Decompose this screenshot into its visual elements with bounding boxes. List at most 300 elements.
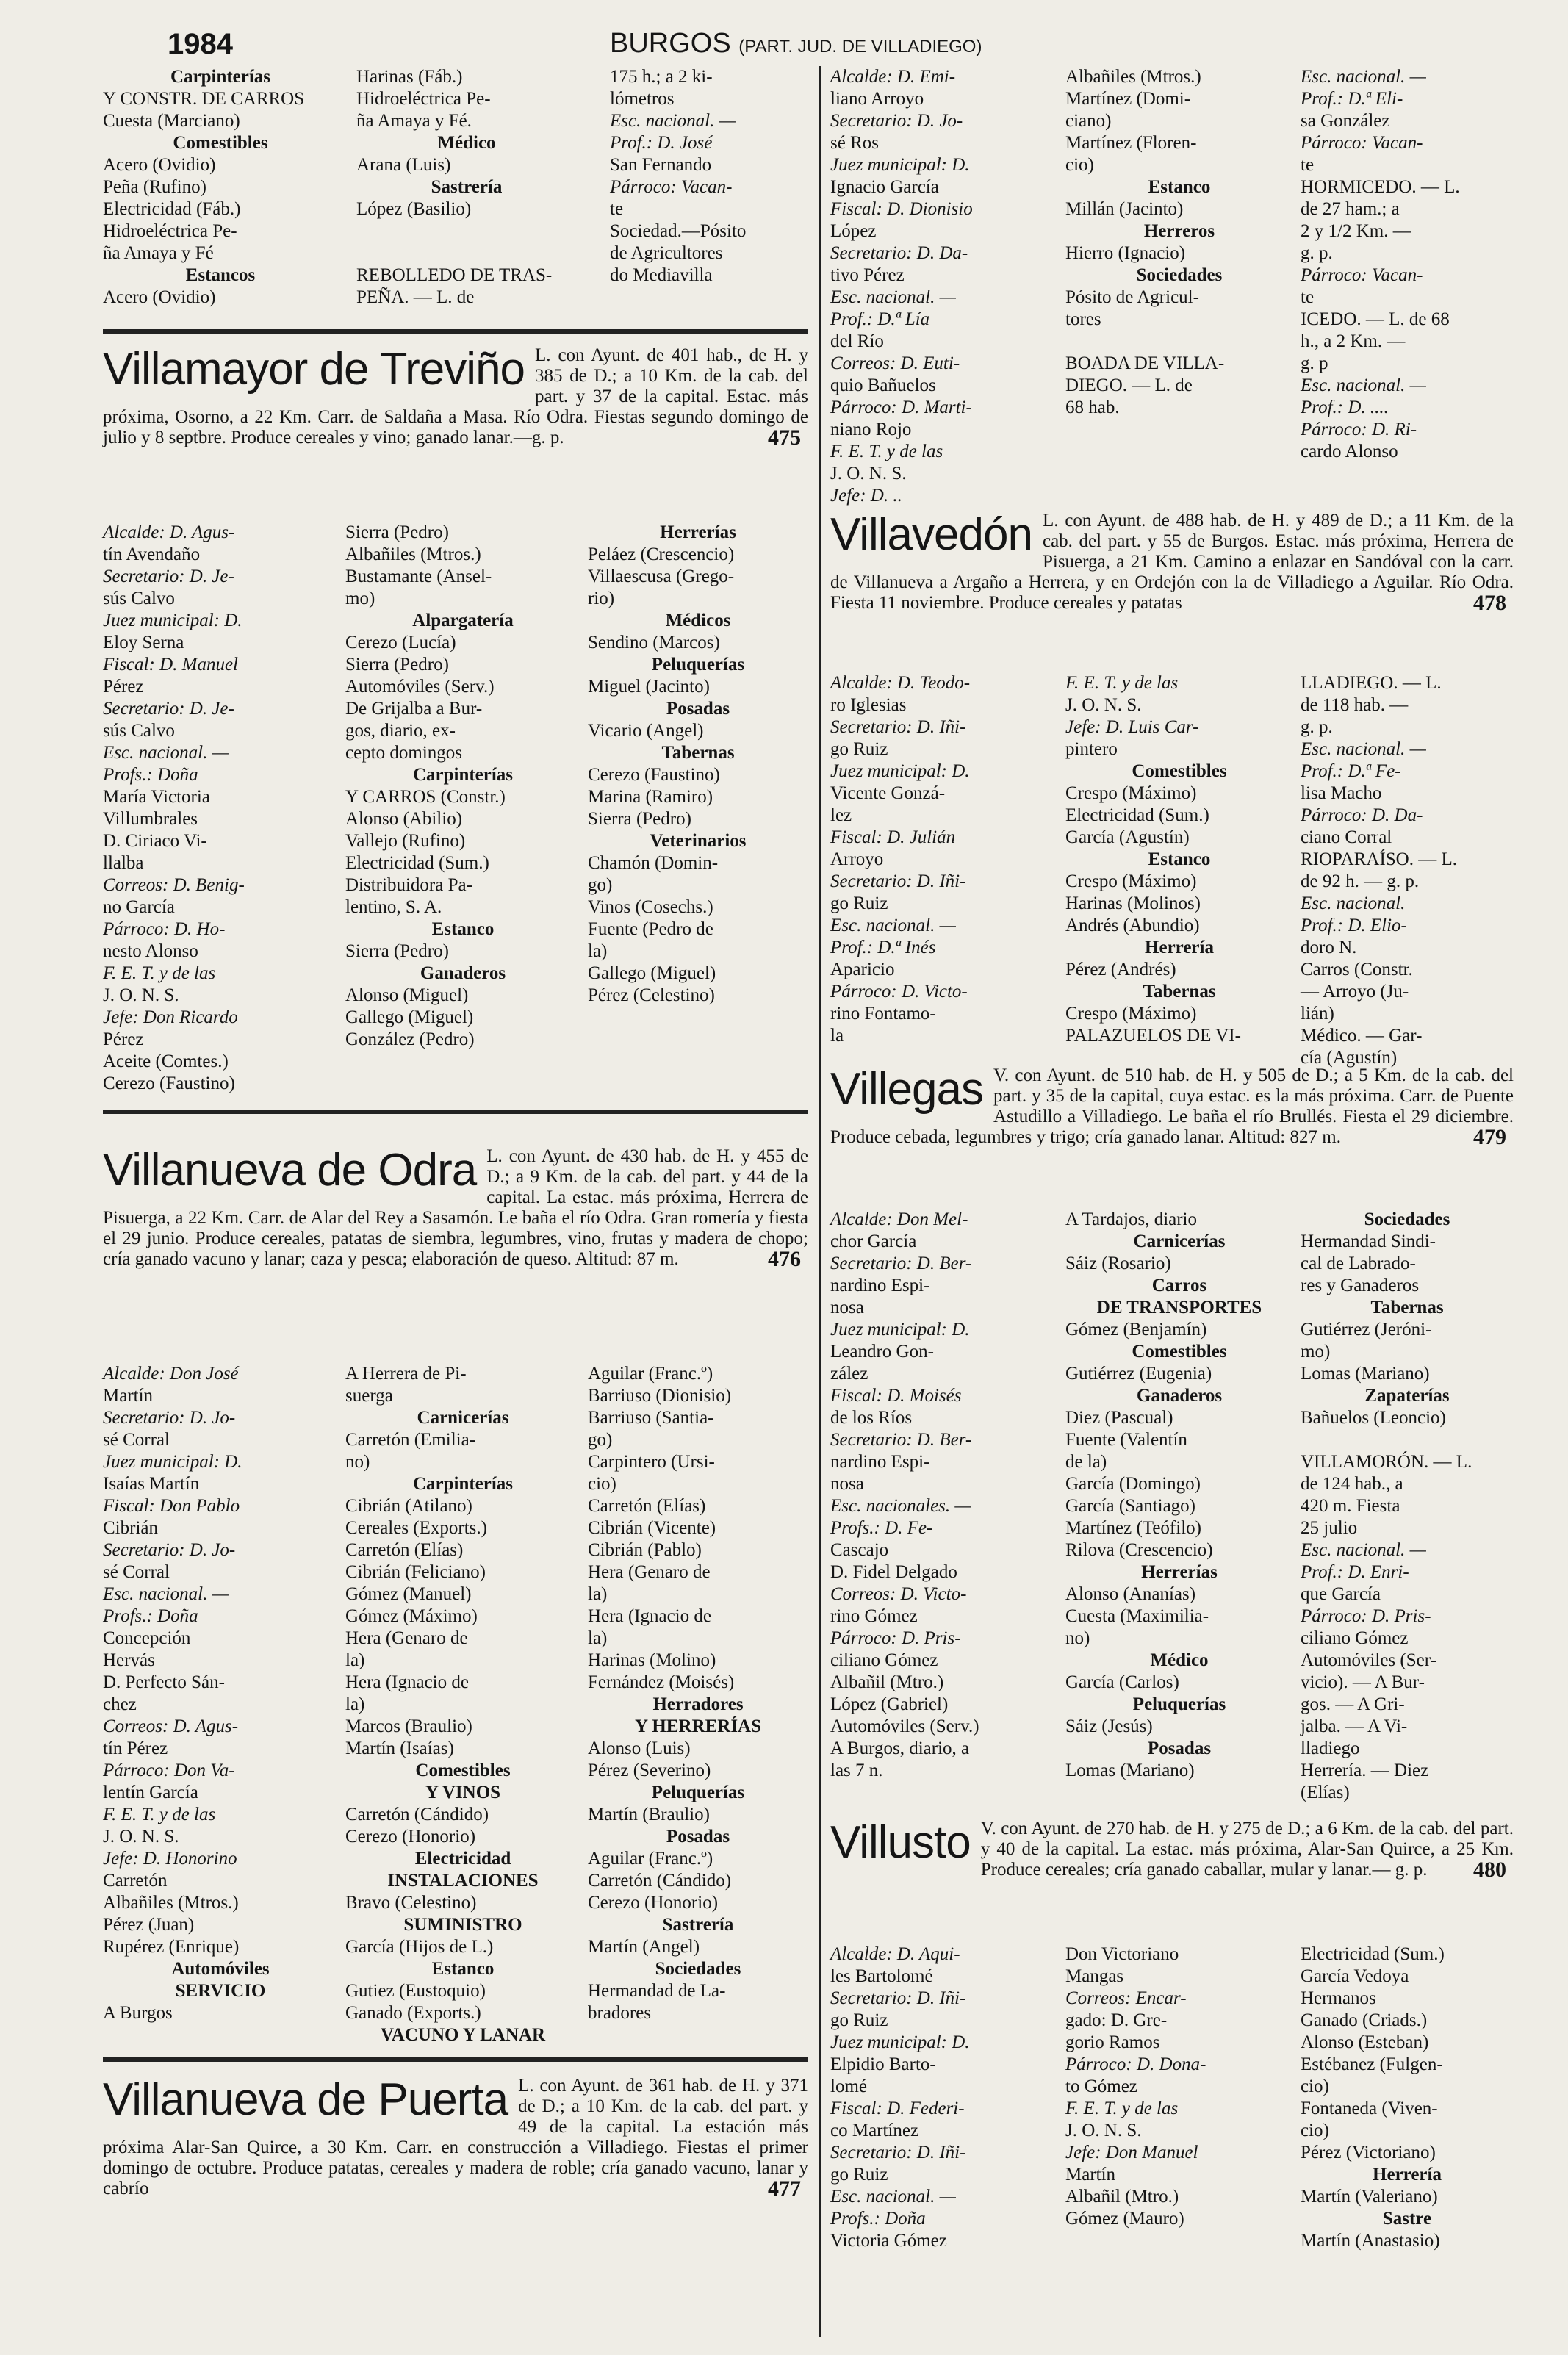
villavedon-listing [830,672,1514,1068]
listing-line: Esc. nacional. — [1301,375,1426,395]
listing-line: Martínez (Floren- [1065,133,1197,153]
listing-column [345,522,580,1051]
listing-line: Secretario: D. Je- [103,699,234,719]
listing-line: Estanco [1148,849,1211,869]
listing-line: Párroco: Vacan- [1301,133,1423,153]
listing-line: Secretario: D. Iñi- [830,871,966,891]
listing-line: López (Basilio) [356,199,472,219]
listing-line: llalba [103,853,144,873]
listing-line: 2 y 1/2 Km. — [1301,221,1411,241]
listing-line: HORMICEDO. — L. [1301,177,1460,197]
listing-line: Prof.: D. .... [1301,398,1389,417]
listing-line: Esc. nacional. — [830,916,956,935]
listing-line: g. p [1301,353,1328,373]
listing-line: Médico [437,133,496,153]
listing-line: Ganaderos [1136,1386,1223,1406]
entry-villanueva-de-odra [103,1146,808,1359]
listing-line: Mangas [1065,1966,1124,1986]
listing-line: Victoria Gómez [830,2231,947,2251]
listing-line: F. E. T. y de las [1065,2099,1179,2118]
listing-line [1065,331,1293,353]
listing-line: suerga [345,1386,393,1406]
listing-line: Ganado (Criads.) [1301,2010,1428,2030]
listing-line: que García [1301,1584,1381,1604]
listing-line: Albañiles (Mtros.) [103,1893,239,1913]
listing-line: Sociedades [1136,265,1223,285]
entry-villusto [830,1819,1514,1940]
section-rule [103,329,808,334]
listing-line: Eloy Serna [103,633,184,652]
listing-line: López [830,221,877,241]
listing-line: Gutiérrez (Eugenia) [1065,1364,1212,1384]
listing-line: Secretario: D. Je- [103,567,234,586]
listing-line: Prof.: D. Elio- [1301,916,1407,935]
listing-line: González (Pedro) [345,1029,475,1049]
listing-line: Ignacio García [830,177,939,197]
listing-line: A Herrera de Pi- [345,1364,467,1384]
listing-column [1065,672,1293,1047]
listing-line: Médicos [665,611,731,630]
listing-line: Pérez (Victoriano) [1301,2143,1436,2162]
listing-line: Párroco: D. Ho- [103,919,226,939]
listing-line [356,220,577,242]
listing-line: Rilova (Crescencio) [1065,1540,1213,1560]
listing-line: Marcos (Braulio) [345,1716,472,1736]
listing-line: do Mediavilla [610,265,713,285]
listing-line: DIEGO. — L. de [1065,375,1193,395]
listing-line: Herrería. — Diez [1301,1761,1429,1780]
listing-line: Cereales (Exports.) [345,1518,487,1538]
listing-line: Arana (Luis) [356,155,451,175]
listing-line: Martín [1065,2165,1116,2185]
entry-villanueva-de-puerta [103,2076,808,2259]
listing-line: cardo Alonso [1301,442,1398,461]
listing-line: Carretón (Elías) [588,1496,706,1516]
listing-line: Párroco: D. Ri- [1301,420,1417,439]
listing-line: nardino Espi- [830,1452,930,1472]
listing-line: Hermandad Sindi- [1301,1232,1436,1251]
listing-line: Comestibles [173,133,268,153]
listing-line: chez [103,1694,137,1714]
listing-line: A Burgos [103,2003,173,2023]
listing-line: López (Gabriel) [830,1694,949,1714]
listing-column [830,1944,1058,2252]
listing-line: nosa [830,1298,864,1317]
listing-line: gorio Ramos [1065,2032,1160,2052]
listing-line: lómetros [610,89,675,109]
listing-line: Herrerías [1141,1562,1218,1582]
listing-line: Cerezo (Honorio) [588,1893,719,1913]
listing-column [830,66,1058,507]
listing-line: Carnicerías [417,1408,509,1428]
listing-line: zález [830,1364,868,1384]
listing-line: Peluquerías [1132,1694,1226,1714]
listing-line: F. E. T. y de las [103,963,216,983]
listing-line: Harinas (Fáb.) [356,67,463,87]
listing-line: sé Corral [103,1430,170,1450]
entry-title: Villegas [830,1064,984,1115]
listing-line: SERVICIO [175,1981,266,2001]
listing-line: Harinas (Molinos) [1065,894,1201,913]
listing-line: nardino Espi- [830,1276,930,1295]
listing-line: Carretón (Cándido) [588,1871,732,1891]
listing-line: les Bartolomé [830,1966,933,1986]
villusto-listing [830,1944,1514,2267]
center-column-rule [819,66,821,2337]
listing-line: Electricidad [414,1849,511,1869]
listing-line: Estanco [431,919,495,939]
listing-line: Jefe: D. Luis Car- [1065,717,1199,737]
listing-column [588,1363,808,2024]
listing-line: Estanco [1148,177,1211,197]
listing-line: Pérez (Severino) [588,1761,711,1780]
listing-line: go Ruiz [830,739,888,759]
listing-line: Marina (Ramiro) [588,787,713,807]
listing-line: res y Ganaderos [1301,1276,1420,1295]
listing-line: Carpinterías [170,67,271,87]
listing-line: Martín (Anastasio) [1301,2231,1440,2251]
listing-line: bradores [588,2003,652,2023]
entry-number: 479 [1473,1125,1506,1149]
listing-line: Herrerías [660,522,736,542]
listing-line: Pérez (Juan) [103,1915,195,1935]
listing-line: Juez municipal: D. [830,2032,970,2052]
listing-line: Esc. nacional. — [1301,1540,1426,1560]
listing-line: Albañil (Mtro.) [1065,2187,1179,2207]
listing-line: Sendino (Marcos) [588,633,720,652]
listing-line: Cascajo [830,1540,889,1560]
listing-line: lez [830,805,852,825]
listing-line: Sociedades [1364,1209,1450,1229]
listing-line: Automóviles (Serv.) [345,677,495,697]
listing-line: Pérez [103,677,144,697]
listing-line: del Río [830,331,884,351]
listing-line: tores [1065,309,1101,329]
listing-line: nosa [830,1474,864,1494]
listing-line: Cerezo (Lucía) [345,633,456,652]
listing-line: Correos: D. Agus- [103,1716,239,1736]
listing-line: De Grijalba a Bur- [345,699,483,719]
listing-line: BOADA DE VILLA- [1065,353,1225,373]
listing-line: cio) [1065,155,1094,175]
listing-line: Vinos (Cosechs.) [588,897,713,917]
villanueva-odra-listing [103,1363,808,2046]
entry-description: L. con Ayunt. de 430 hab. de H. y 455 de D.; a 9 Km. de la cab. del part. y 44 de la capital. La estac. más próxima, Herrera de Pisuerga, a 22 Km. Carr. de Alar del Rey a Sasamón. Le baña el río Odra. Gran romería y fiesta el 29 junio. Produce cereales, patatas de siembra, legumbres, vino, frutas y madera de chopo; cría ganado vacuno y lanar; caza y pesca; elaboración de queso. Altitud: 87 m. [103,1146,808,1269]
listing-line: la) [588,941,608,961]
listing-line: Hermandad de La- [588,1981,726,2001]
listing-line: lentín García [103,1783,198,1802]
listing-line: Distribuidora Pa- [345,875,472,895]
listing-line: Esc. nacional. — [1301,739,1426,759]
listing-line: Gómez (Máximo) [345,1606,478,1626]
listing-line: Acero (Ovidio) [103,287,216,307]
listing-line: María Victoria [103,787,210,807]
listing-line: Peláez (Crescencio) [588,544,735,564]
listing-line: Fuente (Pedro de [588,919,713,939]
listing-line: go Ruiz [830,2165,888,2185]
listing-line: Miguel (Jacinto) [588,677,710,697]
listing-line: Fuente (Valentín [1065,1430,1187,1450]
listing-line: Bustamante (Ansel- [345,567,492,586]
listing-line: Cuesta (Marciano) [103,111,240,131]
listing-line: la [830,1026,844,1046]
listing-line: García (Santiago) [1065,1496,1196,1516]
listing-line: Gallego (Miguel) [345,1007,474,1027]
listing-line: Carpinterías [412,765,514,785]
listing-line: ciano) [1065,111,1112,131]
entry-villamayor-de-trevino [103,345,808,518]
listing-line: VILLAMORÓN. — L. [1301,1452,1472,1472]
listing-line: Barriuso (Santia- [588,1408,714,1428]
listing-line: Crespo (Máximo) [1065,1004,1197,1024]
listing-line: lladiego [1301,1739,1360,1758]
listing-line: Jefe: Don Ricardo [103,1007,238,1027]
listing-line: go Ruiz [830,2010,888,2030]
listing-line: Alonso (Luis) [588,1739,691,1758]
listing-line: Diez (Pascual) [1065,1408,1173,1428]
listing-line: Jefe: D. .. [830,486,902,506]
listing-line: Electricidad (Sum.) [1301,1944,1445,1964]
listing-line: liano Arroyo [830,89,924,109]
listing-line: Aguilar (Franc.º) [588,1849,713,1869]
entry-number: 478 [1473,591,1506,615]
entry-number: 476 [768,1247,801,1271]
listing-line: ciliano Gómez [830,1650,938,1670]
listing-column [830,1209,1058,1782]
listing-line [1301,1429,1514,1451]
listing-line: Carros [1151,1276,1207,1295]
listing-line: Chamón (Domin- [588,853,719,873]
listing-line: Vallejo (Rufino) [345,831,466,851]
listing-line: Electricidad (Sum.) [345,853,489,873]
listing-line: Barriuso (Dionisio) [588,1386,732,1406]
listing-line: Cibrián (Pablo) [588,1540,702,1560]
listing-line: Cerezo (Faustino) [103,1074,235,1093]
listing-line: Pérez (Celestino) [588,985,715,1005]
listing-line: Ganaderos [420,963,506,983]
listing-line: Secretario: D. Ber- [830,1254,972,1273]
listing-line: — Arroyo (Ju- [1301,982,1409,1002]
listing-line: Párroco: Vacan- [610,177,733,197]
listing-line: sús Calvo [103,721,175,741]
listing-line: Herrería [1373,2165,1442,2185]
listing-line: de 118 hab. — [1301,695,1409,715]
listing-line: Gómez (Manuel) [345,1584,472,1604]
listing-line: Veterinarios [650,831,747,851]
listing-line: Fiscal: D. Federi- [830,2099,965,2118]
listing-line: PEÑA. — L. de [356,287,475,307]
listing-line: jalba. — A Vi- [1301,1716,1408,1736]
listing-line: Prof.: D.ª Inés [830,938,936,957]
entry-number: 475 [768,425,801,450]
listing-line: de Agricultores [610,243,723,263]
listing-line: Secretario: D. Jo- [830,111,963,131]
listing-line: Esc. nacionales. — [830,1496,971,1516]
listing-line: Fontaneda (Viven- [1301,2099,1438,2118]
listing-line: F. E. T. y de las [103,1805,216,1824]
listing-line: la) [345,1694,365,1714]
listing-line: go Ruiz [830,894,888,913]
listing-line: Martín (Valeriano) [1301,2187,1438,2207]
entry-villavedon [830,511,1514,669]
listing-line: Correos: Encar- [1065,1988,1187,2008]
listing-line: Hierro (Ignacio) [1065,243,1186,263]
listing-line: no García [103,897,175,917]
listing-line: Millán (Jacinto) [1065,199,1184,219]
section-rule [103,1110,808,1114]
listing-line: Médico. — Gar- [1301,1026,1423,1046]
listing-line: las 7 n. [830,1761,883,1780]
listing-line: Carros (Constr. [1301,960,1413,979]
listing-column [1301,1944,1514,2252]
listing-line: Albañiles (Mtros.) [1065,67,1201,87]
listing-line: Acero (Ovidio) [103,155,216,175]
entry-title: Villusto [830,1817,971,1868]
listing-line: Profs.: Doña [103,1606,198,1626]
listing-line: Profs.: D. Fe- [830,1518,933,1538]
listing-line: Juez municipal: D. [103,611,242,630]
entry-description: L. con Ayunt. de 488 hab. de H. y 489 de D.; a 11 Km. de la cab. del part. y 55 de Burgos. Estac. más próxima, Herrera de Pisuerga, a 21 Km. Camino a enlazar en Sandóval con la carr. de Villanueva a Argaño a Herrera, y en Ordejón con la de Villadiego a Aguilar. Río Odra. Fiesta 11 noviembre. Produce cereales y patatas [830,511,1514,613]
listing-line: to Gómez [1065,2077,1137,2096]
entry-description: L. con Ayunt. de 361 hab. de H. y 371 de D.; a 10 Km. de la cab. del part. y 49 de la capital. La estación más próxima Alar-San Quirce, a 30 Km. Carr. en construcción a Villadiego. Fiestas el primer domingo de octubre. Produce patatas, cereales y madera de roble; cría ganado vacuno, lanar y cabrío [103,2076,808,2198]
listing-line: Comestibles [415,1761,511,1780]
listing-line: mo) [1301,1342,1331,1362]
listing-column [1065,1209,1293,1782]
listing-line: Y CARROS (Constr.) [345,787,506,807]
listing-line: Párroco: Don Va- [103,1761,235,1780]
listing-line: Arroyo [830,849,884,869]
listing-line: Párroco: D. Marti- [830,398,972,417]
listing-line: Electricidad (Fáb.) [103,199,241,219]
listing-line: Martínez (Domi- [1065,89,1191,109]
villamayor-listing [103,522,808,1093]
listing-line: Sáiz (Rosario) [1065,1254,1171,1273]
listing-line: Hidroeléctrica Pe- [356,89,491,109]
listing-line: Prof.: D. Enri- [1301,1562,1409,1582]
listing-line: Lomas (Mariano) [1301,1364,1430,1384]
listing-line: Electricidad (Sum.) [1065,805,1209,825]
listing-line: García Vedoya [1301,1966,1409,1986]
listing-line: go) [588,875,613,895]
listing-line: 175 h.; a 2 ki- [610,67,713,87]
entry-title: Villanueva de Puerta [103,2074,508,2125]
listing-line: ña Amaya y Fé [103,243,214,263]
listing-line: F. E. T. y de las [1065,673,1179,693]
entry-title: Villanueva de Odra [103,1145,477,1196]
listing-line: Prof.: D.ª Lía [830,309,930,329]
listing-line: Ganado (Exports.) [345,2003,481,2023]
listing-line: lentino, S. A. [345,897,442,917]
listing-line: de 27 ham.; a [1301,199,1400,219]
listing-line: Juez municipal: D. [830,155,970,175]
listing-line: Hervás [103,1650,155,1670]
listing-line: Concepción [103,1628,191,1648]
listing-line: Secretario: D. Ber- [830,1430,972,1450]
listing-line: de la) [1065,1452,1107,1472]
listing-line: Gutiez (Eustoquio) [345,1981,486,2001]
listing-line: A Burgos, diario, a [830,1739,970,1758]
listing-column [1065,1944,1293,2230]
listing-line: Juez municipal: D. [103,1452,242,1472]
listing-line: Alcalde: D. Emi- [830,67,956,87]
listing-line: tín Avendaño [103,544,201,564]
listing-line: cal de Labrado- [1301,1254,1416,1273]
listing-line: Bañuelos (Leoncio) [1301,1408,1446,1428]
listing-line: Martínez (Teófilo) [1065,1518,1201,1538]
listing-line: cio) [588,1474,616,1494]
listing-line: García (Carlos) [1065,1672,1179,1692]
listing-line: Pósito de Agricul- [1065,287,1199,307]
listing-column [1065,66,1293,419]
listing-line: Fernández (Moisés) [588,1672,735,1692]
listing-line: gado: D. Gre- [1065,2010,1168,2030]
listing-line: Párroco: D. Da- [1301,805,1423,825]
listing-line: Herradores [652,1694,744,1714]
listing-line: te [1301,287,1315,307]
listing-line: lisa Macho [1301,783,1382,803]
listing-line: mo) [345,589,375,608]
listing-line: go) [588,1430,613,1450]
listing-line: Cuesta (Maximilia- [1065,1606,1209,1626]
listing-line: Hera (Genaro de [588,1562,711,1582]
listing-line: Herrería [1145,938,1214,957]
listing-line: Carretón (Emilia- [345,1430,476,1450]
listing-line: Carpintero (Ursi- [588,1452,715,1472]
listing-line: sé Ros [830,133,879,153]
listing-line: Secretario: D. Jo- [103,1540,236,1560]
listing-line: 420 m. Fiesta [1301,1496,1400,1516]
listing-line: PALAZUELOS DE VI- [1065,1026,1241,1046]
listing-line: Cibrián [103,1518,158,1538]
listing-line: García (Hijos de L.) [345,1937,494,1957]
listing-line: Sastrería [662,1915,734,1935]
listing-line: sús Calvo [103,589,175,608]
listing-line: ro Iglesias [830,695,907,715]
listing-line: Secretario: D. Jo- [103,1408,236,1428]
listing-line: Secretario: D. Iñi- [830,717,966,737]
listing-line: Párroco: D. Pris- [830,1628,961,1648]
listing-line: Carretón (Cándido) [345,1805,489,1824]
listing-line: Profs.: Doña [830,2209,926,2229]
listing-line: Prof.: D.ª Fe- [1301,761,1401,781]
listing-line: Párroco: D. Pris- [1301,1606,1431,1626]
listing-line: Sastrería [431,177,503,197]
listing-line: SUMINISTRO [403,1915,522,1935]
listing-line: Cibrián (Vicente) [588,1518,716,1538]
listing-line: ña Amaya y Fé. [356,111,472,131]
listing-column [1301,66,1514,463]
listing-line: Prof.: D.ª Eli- [1301,89,1403,109]
listing-line: Andrés (Abundio) [1065,916,1200,935]
listing-line: cepto domingos [345,743,463,763]
listing-line: gos. — A Gri- [1301,1694,1405,1714]
listing-line: Pérez [103,1029,144,1049]
listing-line: 68 hab. [1065,398,1120,417]
listing-line: Secretario: D. Iñi- [830,1988,966,2008]
listing-column [610,66,808,287]
listing-column [356,66,577,309]
listing-line: Alcalde: D. Agus- [103,522,235,542]
listing-column [103,522,338,1095]
listing-line: VACUNO Y LANAR [380,2025,546,2045]
listing-line: Hidroeléctrica Pe- [103,221,237,241]
listing-line: Isaías Martín [103,1474,200,1494]
listing-line: Cibrián (Feliciano) [345,1562,486,1582]
listing-line: Fiscal: D. Manuel [103,655,238,675]
listing-line: Sastre [1382,2209,1432,2229]
listing-line: (Elías) [1301,1783,1350,1802]
listing-line: D. Fidel Delgado [830,1562,957,1582]
